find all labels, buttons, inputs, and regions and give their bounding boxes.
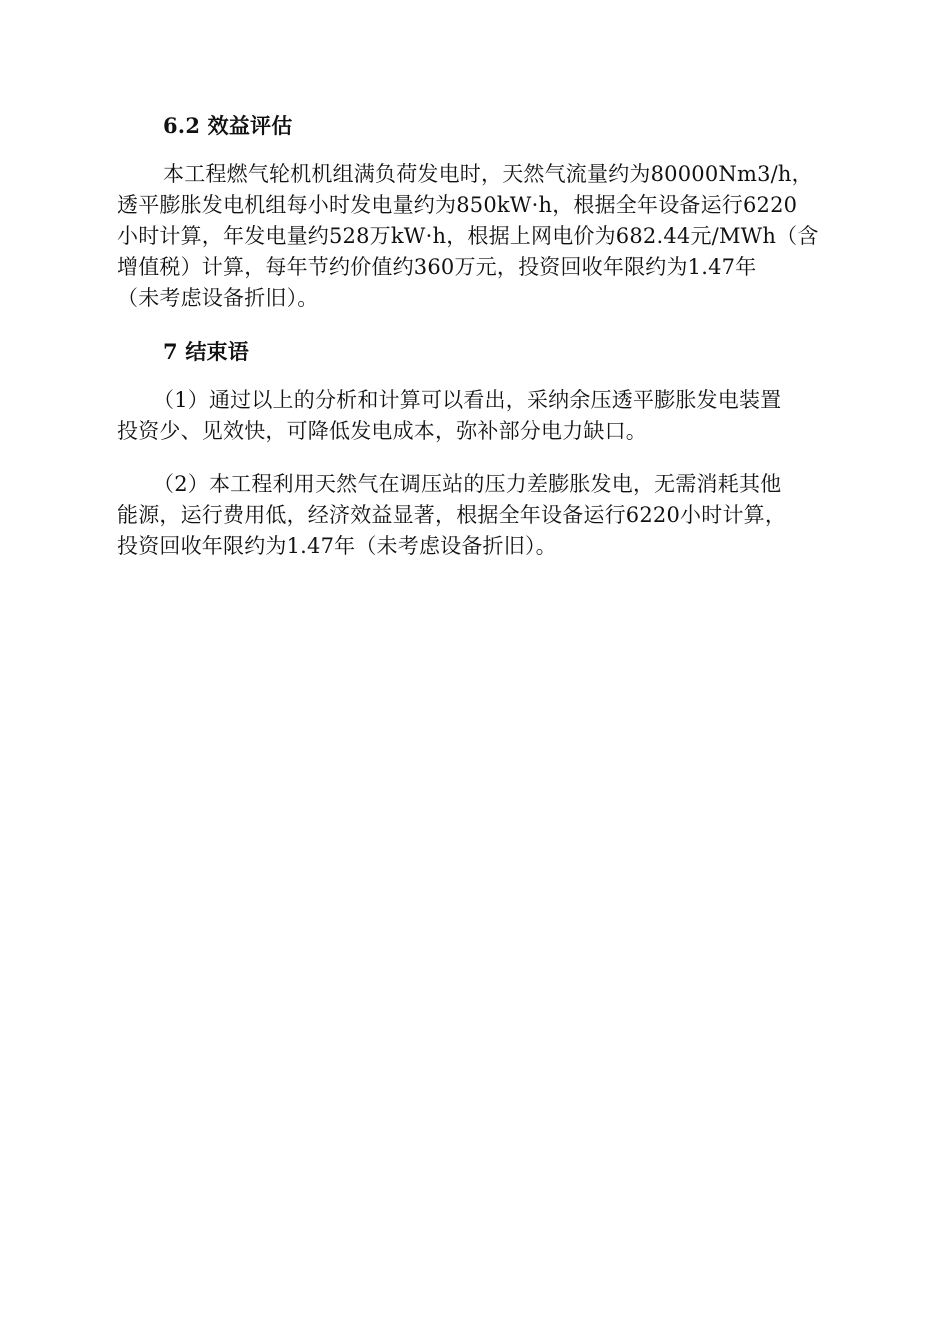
paragraph-line: 能源，运行费用低，经济效益显著，根据全年设备运行6220小时计算，	[117, 503, 787, 527]
paragraph-line: 投资少、见效快，可降低发电成本，弥补部分电力缺口。	[117, 419, 647, 443]
paragraph-line: 透平膨胀发电机组每小时发电量约为850kW·h，根据全年设备运行6220	[117, 193, 798, 217]
section-heading-6-2: 6.2 效益评估	[163, 113, 293, 138]
section-heading-7: 7 结束语	[163, 339, 249, 364]
paragraph-line: （未考虑设备折旧）。	[117, 286, 319, 310]
paragraph-line: 本工程燃气轮机机组满负荷发电时，天然气流量约为80000Nm3/h，	[163, 162, 813, 186]
paragraph-line: 小时计算，年发电量约528万kW·h，根据上网电价为682.44元/MWh（含	[117, 224, 819, 248]
paragraph-line: 增值税）计算，每年节约价值约360万元，投资回收年限约为1.47年	[117, 255, 757, 279]
paragraph-line: （1）通过以上的分析和计算可以看出，采纳余压透平膨胀发电装置	[153, 388, 782, 412]
document-page	[117, 110, 837, 584]
conclusion-item-2	[117, 469, 837, 562]
paragraph-benefit-assessment	[117, 159, 837, 314]
paragraph-line: 投资回收年限约为1.47年（未考虑设备折旧）。	[117, 534, 557, 558]
conclusion-item-1	[117, 385, 837, 447]
paragraph-line: （2）本工程利用天然气在调压站的压力差膨胀发电，无需消耗其他	[153, 472, 782, 496]
